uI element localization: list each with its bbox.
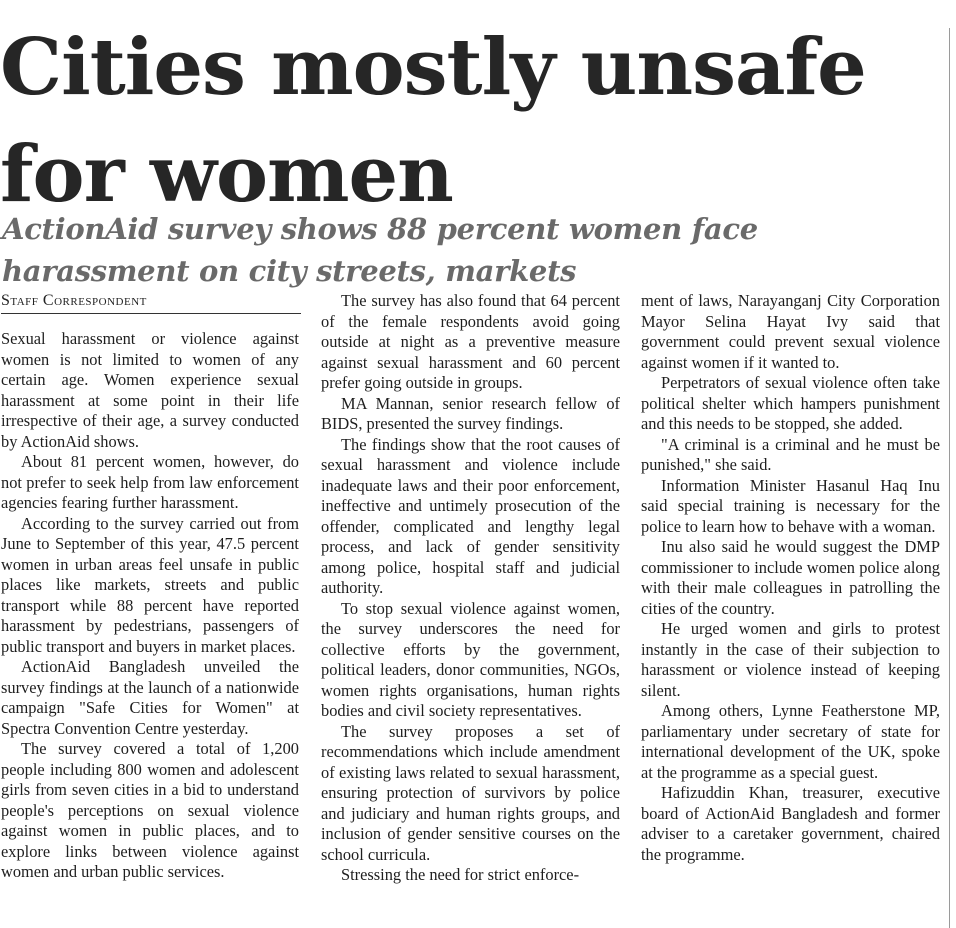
byline: Staff Correspondent — [1, 292, 147, 309]
paragraph: Sexual harassment or violence against women is not limited to women of any certain age. Women experience sexual harassment at some point in their life irrespective of their age, a survey conducted by ActionAid shows. — [1, 329, 299, 451]
article-column-1 — [1, 329, 299, 883]
headline: Cities mostly unsafe for women — [0, 22, 866, 220]
paragraph: Stressing the need for strict enforce- — [341, 865, 580, 884]
paragraph: ActionAid Bangladesh unveiled the survey findings at the launch of a nationwide campaign "Safe Cities for Women" at Spectra Convention Centre yesterday. — [1, 657, 299, 738]
paragraph: Hafizuddin Khan, treasurer, executive board of ActionAid Bangladesh and former adviser to a caretaker government, chaired the programme. — [641, 783, 940, 864]
paragraph: The survey covered a total of 1,200 people including 800 women and adolescent girls from seven cities in a bid to understand people's perceptions on sexual violence against women in public places, and to explore links between violence against women and urban public services. — [1, 739, 299, 881]
paragraph: According to the survey carried out from June to September of this year, 47.5 percent women in urban areas feel unsafe in public places like markets, streets and public transport while 88 percent have reported harassment by pedestrians, passengers of public transport and buyers in market places. — [1, 513, 299, 656]
subheadline: ActionAid survey shows 88 percent women face harassment on city streets, markets — [2, 212, 758, 288]
paragraph: The findings show that the root causes of sexual harassment and violence include inadequate laws and their poor enforcement, ineffective and untimely prosecution of the offender, complicated and lengthy legal process, and lack of gender sensitivity among police, hospital staff and judicial authority. — [321, 434, 620, 597]
article-column-2 — [321, 291, 620, 886]
paragraph: Perpetrators of sexual violence often take political shelter which hampers punishment and this needs to be stopped, she added. — [641, 373, 940, 433]
paragraph: Inu also said he would suggest the DMP commissioner to include women police along with their male colleagues in patrolling the cities of the country. — [641, 537, 940, 618]
paragraph: Information Minister Hasanul Haq Inu said special training is necessary for the police to learn how to behave with a woman. — [641, 475, 940, 536]
paragraph: About 81 percent women, however, do not prefer to seek help from law enforcement agencies fearing further harassment. — [1, 452, 299, 512]
byline-divider — [1, 313, 301, 314]
paragraph: Among others, Lynne Featherstone MP, parliamentary under secretary of state for international development of the UK, spoke at the programme as a special guest. — [641, 701, 940, 782]
paragraph: The survey proposes a set of recommendations which include amendment of existing laws related to sexual harassment, ensuring protection of survivors by police and judiciary and human rights groups, and inclusion of gender sensitive courses on the school curricula. — [321, 721, 620, 864]
paragraph: He urged women and girls to protest instantly in the case of their subjection to harassment or violence instead of keeping silent. — [641, 619, 940, 700]
column-rule — [949, 28, 950, 928]
paragraph: The survey has also found that 64 percent of the female respondents avoid going outside at night as a preventive measure against sexual harassment and 60 percent prefer going outside in groups. — [321, 291, 620, 392]
paragraph: ment of laws, Narayanganj City Corporation Mayor Selina Hayat Ivy said that government could prevent sexual violence against women if it wanted to. — [641, 291, 940, 372]
paragraph: "A criminal is a criminal and he must be punished," she said. — [641, 434, 940, 474]
paragraph: To stop sexual violence against women, the survey underscores the need for collective efforts by the government, political leaders, donor communities, NGOs, women rights organisations, human rights bodies and civil society representatives. — [321, 598, 620, 720]
article-column-3 — [641, 291, 940, 865]
paragraph: MA Mannan, senior research fellow of BIDS, presented the survey findings. — [321, 393, 620, 433]
